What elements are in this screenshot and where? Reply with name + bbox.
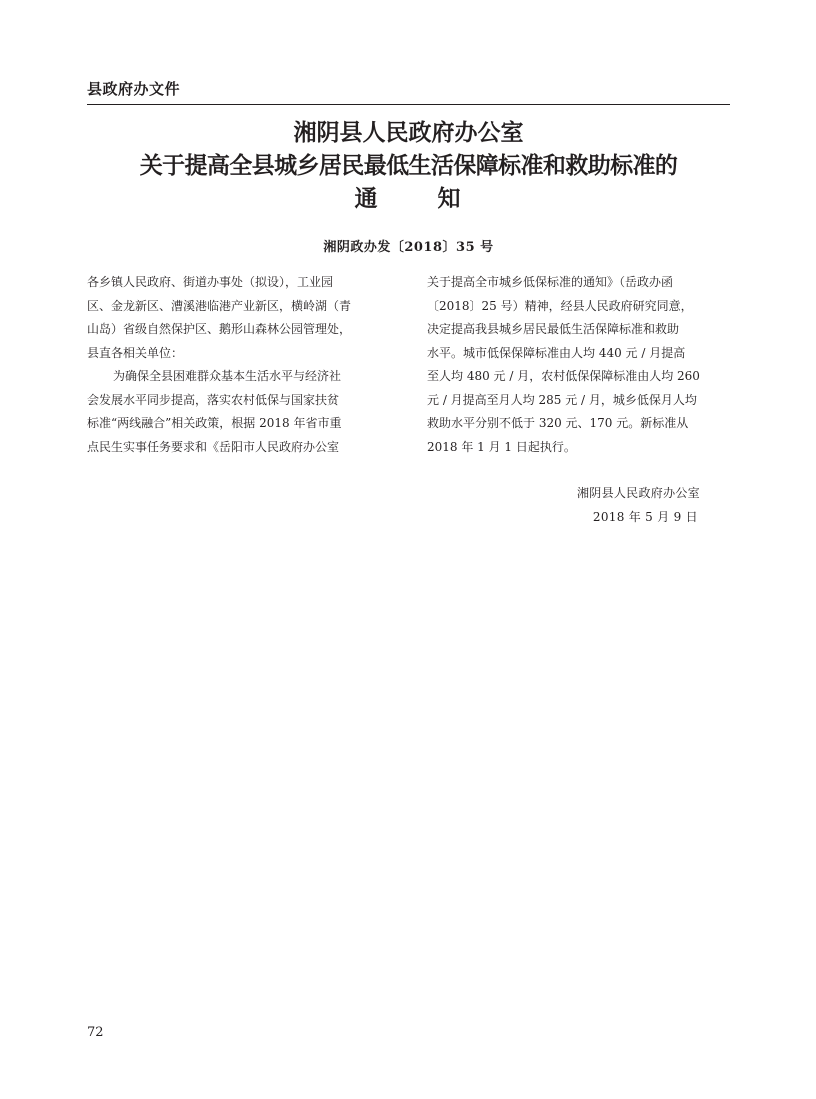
body-line: 各乡镇人民政府、街道办事处（拟设），工业园 [87, 275, 334, 289]
signature-block [577, 481, 700, 529]
body-line: 〔2018〕25 号）精神，经县人民政府研究同意， [427, 298, 693, 313]
page-number: 72 [87, 1025, 104, 1040]
body-line: 救助水平分别不低于 320 元、170 元。新标准从 [427, 416, 689, 430]
body-column-left [87, 271, 391, 459]
body-line: 区、金龙新区、漕溪港临港产业新区，横岭湖（青 [87, 298, 352, 313]
body-line: 水平。城市低保保障标准由人均 440 元 / 月提高 [427, 345, 686, 360]
body-line: 元 / 月提高至月人均 285 元 / 月，城乡低保月人均 [427, 392, 697, 407]
body-line: 会发展水平同步提高，落实农村低保与国家扶贫 [87, 392, 340, 407]
body-line: 山岛）省级自然保护区、鹅形山森林公园管理处， [87, 322, 352, 336]
signature-org: 湘阴县人民政府办公室 [576, 486, 700, 500]
body-line: 决定提高我县城乡居民最低生活保障标准和救助 [427, 322, 680, 336]
section-label: 县政府办文件 [87, 80, 181, 98]
signature-date: 2018 年 5 月 9 日 [592, 510, 698, 524]
body-line: 至人均 480 元 / 月，农村低保保障标准由人均 260 [427, 369, 700, 383]
title-line-3-part-b: 知 [437, 185, 463, 212]
body-line: 县直各相关单位： [87, 345, 184, 360]
document-number: 湘阴政办发〔2018〕35 号 [323, 240, 494, 255]
body-line: 关于提高全市城乡低保标准的通知》（岳政办函 [427, 275, 674, 289]
body-line: 点民生实事任务要求和《岳阳市人民政府办公室 [87, 439, 340, 454]
title-line-2: 关于提高全县城乡居民最低生活保障标准和救助标准的 [139, 152, 678, 179]
body-line: 为确保全县困难群众基本生活水平与经济社 [113, 369, 342, 383]
title-line-3 [87, 182, 730, 215]
body-line: 标准“两线融合”相关政策，根据 2018 年省市重 [87, 416, 342, 430]
body-column-right [427, 271, 731, 459]
header-divider [87, 104, 730, 105]
body-line: 2018 年 1 月 1 日起执行。 [427, 439, 576, 454]
document-title [87, 116, 730, 215]
title-line-3-part-a: 通 [354, 185, 380, 212]
title-line-1: 湘阴县人民政府办公室 [293, 119, 524, 146]
